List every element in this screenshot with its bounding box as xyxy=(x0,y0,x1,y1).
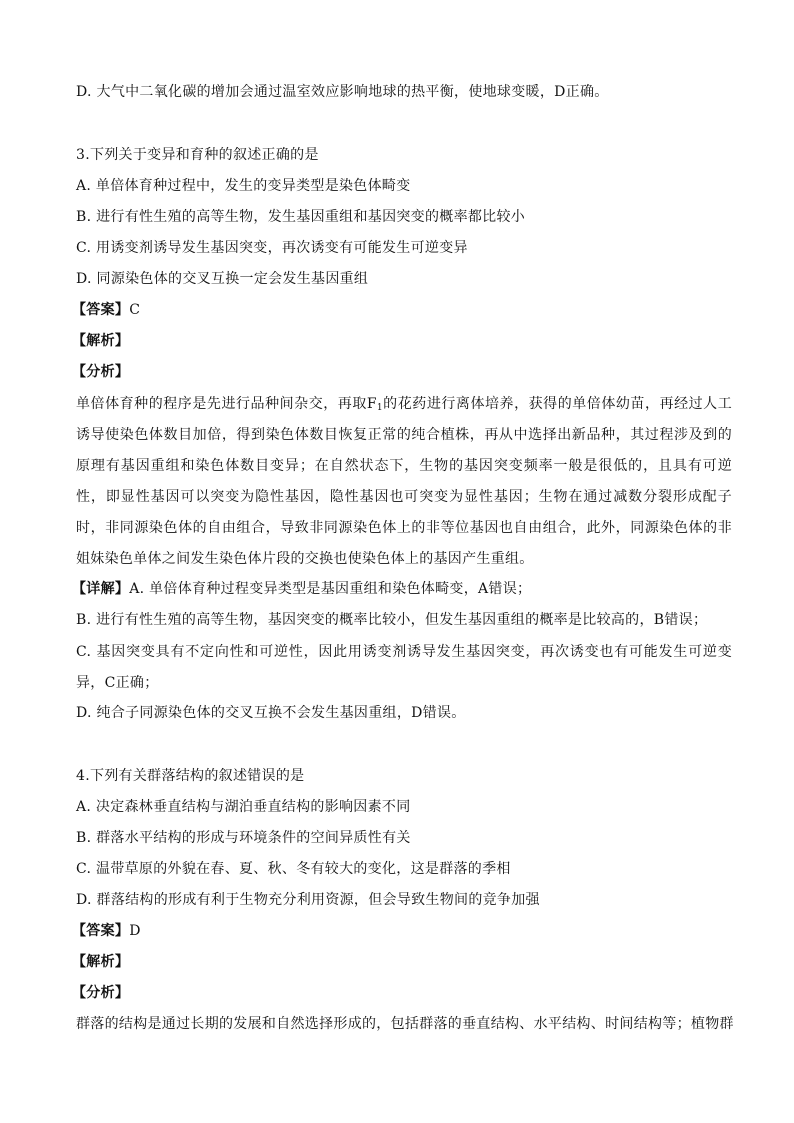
q3-option-a: A. 单倍体育种过程中，发生的变异类型是染色体畸变 xyxy=(76,178,411,194)
q4-stem: 4.下列有关群落结构的叙述错误的是 xyxy=(76,768,305,784)
q3-option-d: D. 同源染色体的交叉互换一定会发生基因重组 xyxy=(76,271,369,287)
q4-answer xyxy=(72,921,732,941)
q4-option-c: C. 温带草原的外貌在春、夏、秋、冬有较大的变化，这是群落的季相 xyxy=(76,861,511,877)
q3-answer xyxy=(72,300,732,320)
q3-analysis-subscript: 1 xyxy=(376,403,383,413)
q4-option-d: D. 群落结构的形成有利于生物充分利用资源，但会导致生物间的竞争加强 xyxy=(76,892,540,908)
prev-option-d: D. 大气中二氧化碳的增加会通过温室效应影响地球的热平衡，使地球变暖，D正确。 xyxy=(76,84,609,100)
q3-detail-d: D. 纯合子同源染色体的交叉互换不会发生基因重组，D错误。 xyxy=(76,705,466,721)
q3-detail-c: C. 基因突变具有不定向性和可逆性，因此用诱变剂诱导发生基因突变，再次诱变也有可能发生可逆变异，C正确； xyxy=(76,644,732,691)
q3-option-b: B. 进行有性生殖的高等生物，发生基因重组和基因突变的概率都比较小 xyxy=(76,209,526,225)
q3-answer-label: 【答案】 xyxy=(72,302,130,318)
q4-answer-value: D xyxy=(129,923,141,939)
q3-detail-a xyxy=(72,579,732,599)
q4-fenxi-label: 【分析】 xyxy=(72,985,130,1001)
q4-jiexi-label: 【解析】 xyxy=(72,954,130,970)
q3-fenxi-label: 【分析】 xyxy=(72,364,130,380)
q4-analysis: 群落的结构是通过长期的发展和自然选择形成的，包括群落的垂直结构、水平结构、时间结构等；植物群 xyxy=(76,1016,734,1032)
q3-detail-b: B. 进行有性生殖的高等生物，基因突变的概率比较小，但发生基因重组的概率是比较高的，B错误； xyxy=(76,612,708,628)
q4-option-b: B. 群落水平结构的形成与环境条件的空间异质性有关 xyxy=(76,830,411,846)
q3-analysis-part1: 单倍体育种的程序是先进行品种间杂交，再取F xyxy=(76,396,377,412)
q3-analysis xyxy=(76,389,732,575)
q3-jiexi-label: 【解析】 xyxy=(72,333,130,349)
q4-option-a: A. 决定森林垂直结构与湖泊垂直结构的影响因素不同 xyxy=(76,799,411,815)
q3-detail-label: 【详解】 xyxy=(72,581,130,597)
q3-option-c: C. 用诱变剂诱导发生基因突变，再次诱变有可能发生可逆变异 xyxy=(76,240,468,256)
q3-stem: 3.下列关于变异和育种的叙述正确的是 xyxy=(76,147,319,163)
q3-detail-a-text: A. 单倍体育种过程变异类型是基因重组和染色体畸变，A错误； xyxy=(129,581,532,597)
q3-analysis-part2: 的花药进行离体培养，获得的单倍体幼苗，再经过人工诱导使染色体数目加倍，得到染色体数目恢复正常的纯合植株，再从中选择出新品种，其过程涉及到的原理有基因重组和染色体数目变异；在自然状态下，生物的基因突变频率一般是很低的，且具有可逆性，即显性基因可以突变为隐性基因，隐性基因也可突变为显性基因；生物在通过减数分裂形成配子时，非同源染色体的自由组合，导致非同源染色体上的非等位基因也自由组合，此外，同源染色体的非姐妹染色单体之间发生染色体片段的交换也使染色体上的基因产生重组。 xyxy=(76,396,732,567)
q4-answer-label: 【答案】 xyxy=(72,923,130,939)
q3-answer-value: C xyxy=(129,302,141,318)
